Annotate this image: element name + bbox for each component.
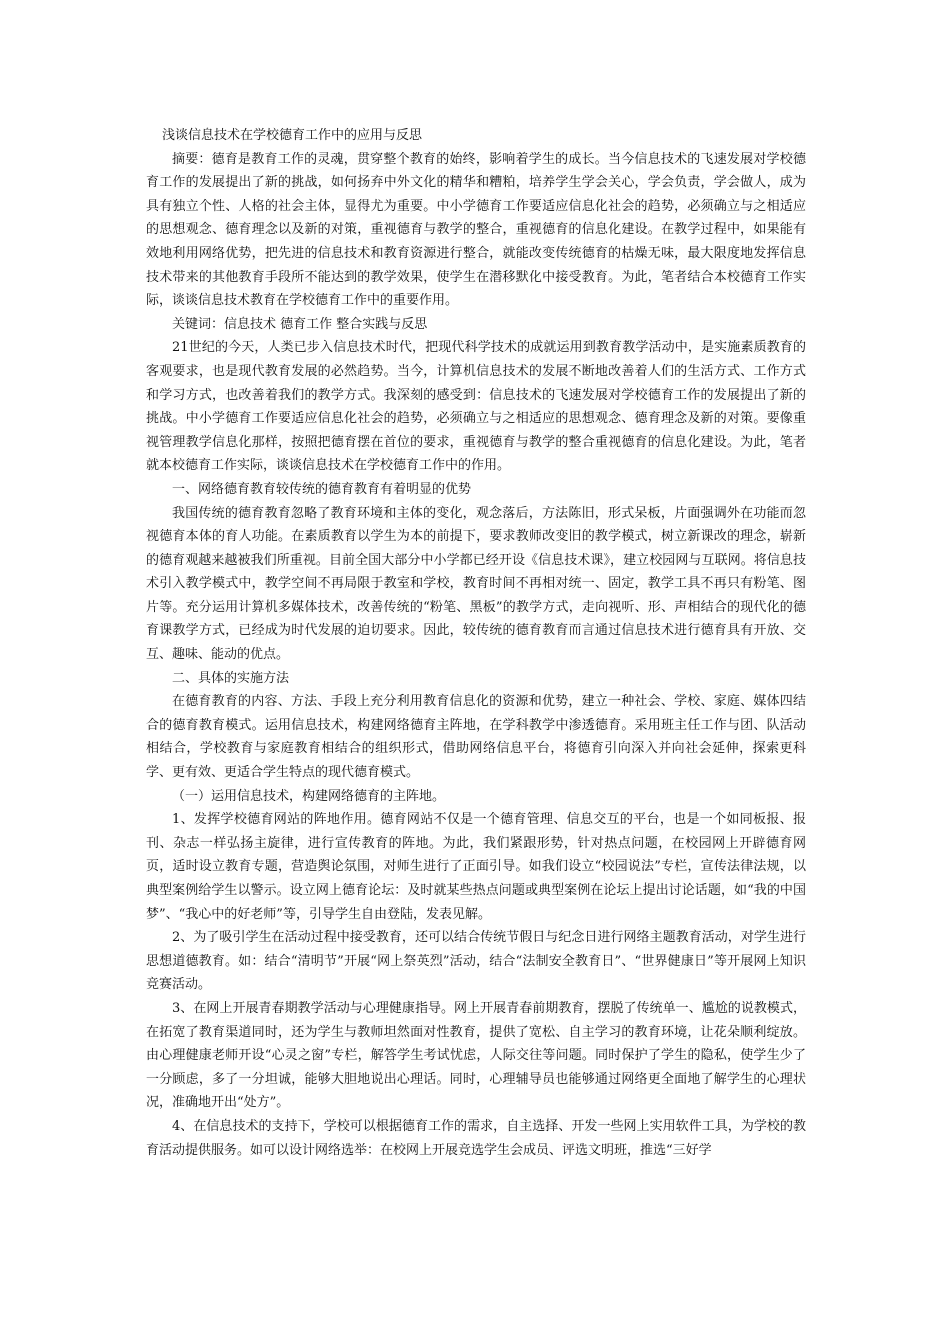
list-item-4: 4、在信息技术的支持下，学校可以根据德育工作的需求，自主选择、开发一些网上实用软件工具，为学校的教育活动提供服务。如可以设计网络选举：在校网上开展竞选学生会成员、评选文明班，推选“三好学	[146, 1118, 806, 1158]
document-page	[146, 124, 806, 1162]
list-item-3: 3、在网上开展青春期教学活动与心理健康指导。网上开展青春前期教育，摆脱了传统单一、尴尬的说教模式，在拓宽了教育渠道同时，还为学生与教师坦然面对性教育，提供了宽松、自主学习的教育环境，让花朵顺利绽放。由心理健康老师开设“心灵之窗”专栏，解答学生考试忧虑，人际交往等问题。同时保护了学生的隐私，使学生少了一分顾虑，多了一分坦诚，能够大胆地说出心理话。同时，心理辅导员也能够通过网络更全面地了解学生的心理状况，准确地开出“处方”。	[146, 1000, 806, 1111]
subsection-heading-1: （一）运用信息技术，构建网络德育的主阵地。	[172, 788, 446, 804]
intro-paragraph: 21世纪的今天，人类已步入信息技术时代，把现代科学技术的成就运用到教育教学活动中，是实施素质教育的客观要求，也是现代教育发展的必然趋势。当今，计算机信息技术的发展不断地改善着人们的生活方式、工作方式和学习方式，也改善着我们的教学方式。我深刻的感受到：信息技术的飞速发展对学校德育工作的发展提出了新的挑战。中小学德育工作要适应信息化社会的趋势，必须确立与之相适应的思想观念、德育理念及新的对策。要像重视管理教学信息化那样，按照把德育摆在首位的要求，重视德育与教学的整合重视德育的信息化建设。为此，笔者就本校德育工作实际，谈谈信息技术在学校德育工作中的作用。	[146, 340, 806, 474]
section-heading-1: 一、网络德育教育较传统的德育教育有着明显的优势	[172, 481, 472, 497]
list-item-2: 2、为了吸引学生在活动过程中接受教育，还可以结合传统节假日与纪念日进行网络主题教育活动，对学生进行思想道德教育。如：结合“清明节”开展“网上祭英烈”活动，结合“法制安全教育日”、“世界健康日”等开展网上知识竞赛活动。	[146, 930, 806, 993]
list-item-1: 1、发挥学校德育网站的阵地作用。德育网站不仅是一个德育管理、信息交互的平台，也是一个如同板报、报刊、杂志一样弘扬主旋律，进行宣传教育的阵地。为此，我们紧跟形势，针对热点问题，在校园网上开辟德育网页，适时设立教育专题，营造舆论氛围，对师生进行了正面引导。如我们设立“校园说法”专栏，宣传法律法规，以典型案例给学生以警示。设立网上德育论坛：及时就某些热点问题或典型案例在论坛上提出讨论话题，如“我的中国梦”、“我心中的好老师”等，引导学生自由登陆，发表见解。	[146, 812, 806, 922]
document-title: 浅谈信息技术在学校德育工作中的应用与反思	[162, 128, 423, 143]
section-heading-2: 二、具体的实施方法	[172, 670, 290, 686]
keywords-line: 关键词：信息技术 德育工作 整合实践与反思	[172, 316, 428, 332]
section-2-paragraph: 在德育教育的内容、方法、手段上充分利用教育信息化的资源和优势，建立一种社会、学校、家庭、媒体四结合的德育教育模式。运用信息技术，构建网络德育主阵地，在学科教学中渗透德育。采用班主任工作与团、队活动相结合，学校教育与家庭教育相结合的组织形式，借助网络信息平台，将德育引向深入并向社会延伸，探索更科学、更有效、更适合学生特点的现代德育模式。	[146, 694, 806, 781]
abstract-paragraph: 摘要：德育是教育工作的灵魂，贯穿整个教育的始终，影响着学生的成长。当今信息技术的飞速发展对学校德育工作的发展提出了新的挑战，如何扬弃中外文化的精华和糟粕，培养学生学会关心，学会负责，学会做人，成为具有独立个性、人格的社会主体，显得尤为重要。中小学德育工作要适应信息化社会的趋势，必须确立与之相适应的思想观念、德育理念以及新的对策，重视德育与教学的整合，重视德育的信息化建设。在教学过程中，如果能有效地利用网络优势，把先进的信息技术和教育资源进行整合，就能改变传统德育的枯燥无味，最大限度地发挥信息技术带来的其他教育手段所不能达到的教学效果，使学生在潜移默化中接受教育。为此，笔者结合本校德育工作实际，谈谈信息技术教育在学校德育工作中的重要作用。	[146, 151, 806, 309]
section-1-paragraph: 我国传统的德育教育忽略了教育环境和主体的变化，观念落后，方法陈旧，形式呆板，片面强调外在功能而忽视德育本体的育人功能。在素质教育以学生为本的前提下，要求教师改变旧的教学模式，树立新课改的理念，崭新的德育观越来越被我们所重视。目前全国大部分中小学都已经开设《信息技术课》，建立校园网与互联网。将信息技术引入教学模式中，教学空间不再局限于教室和学校，教育时间不再相对统一、固定，教学工具不再只有粉笔、图片等。充分运用计算机多媒体技术，改善传统的“粉笔、黑板”的教学方式，走向视听、形、声相结合的现代化的德育课教学方式，已经成为时代发展的迫切要求。因此，较传统的德育教育而言通过信息技术进行德育具有开放、交互、趣味、能动的优点。	[146, 505, 806, 663]
